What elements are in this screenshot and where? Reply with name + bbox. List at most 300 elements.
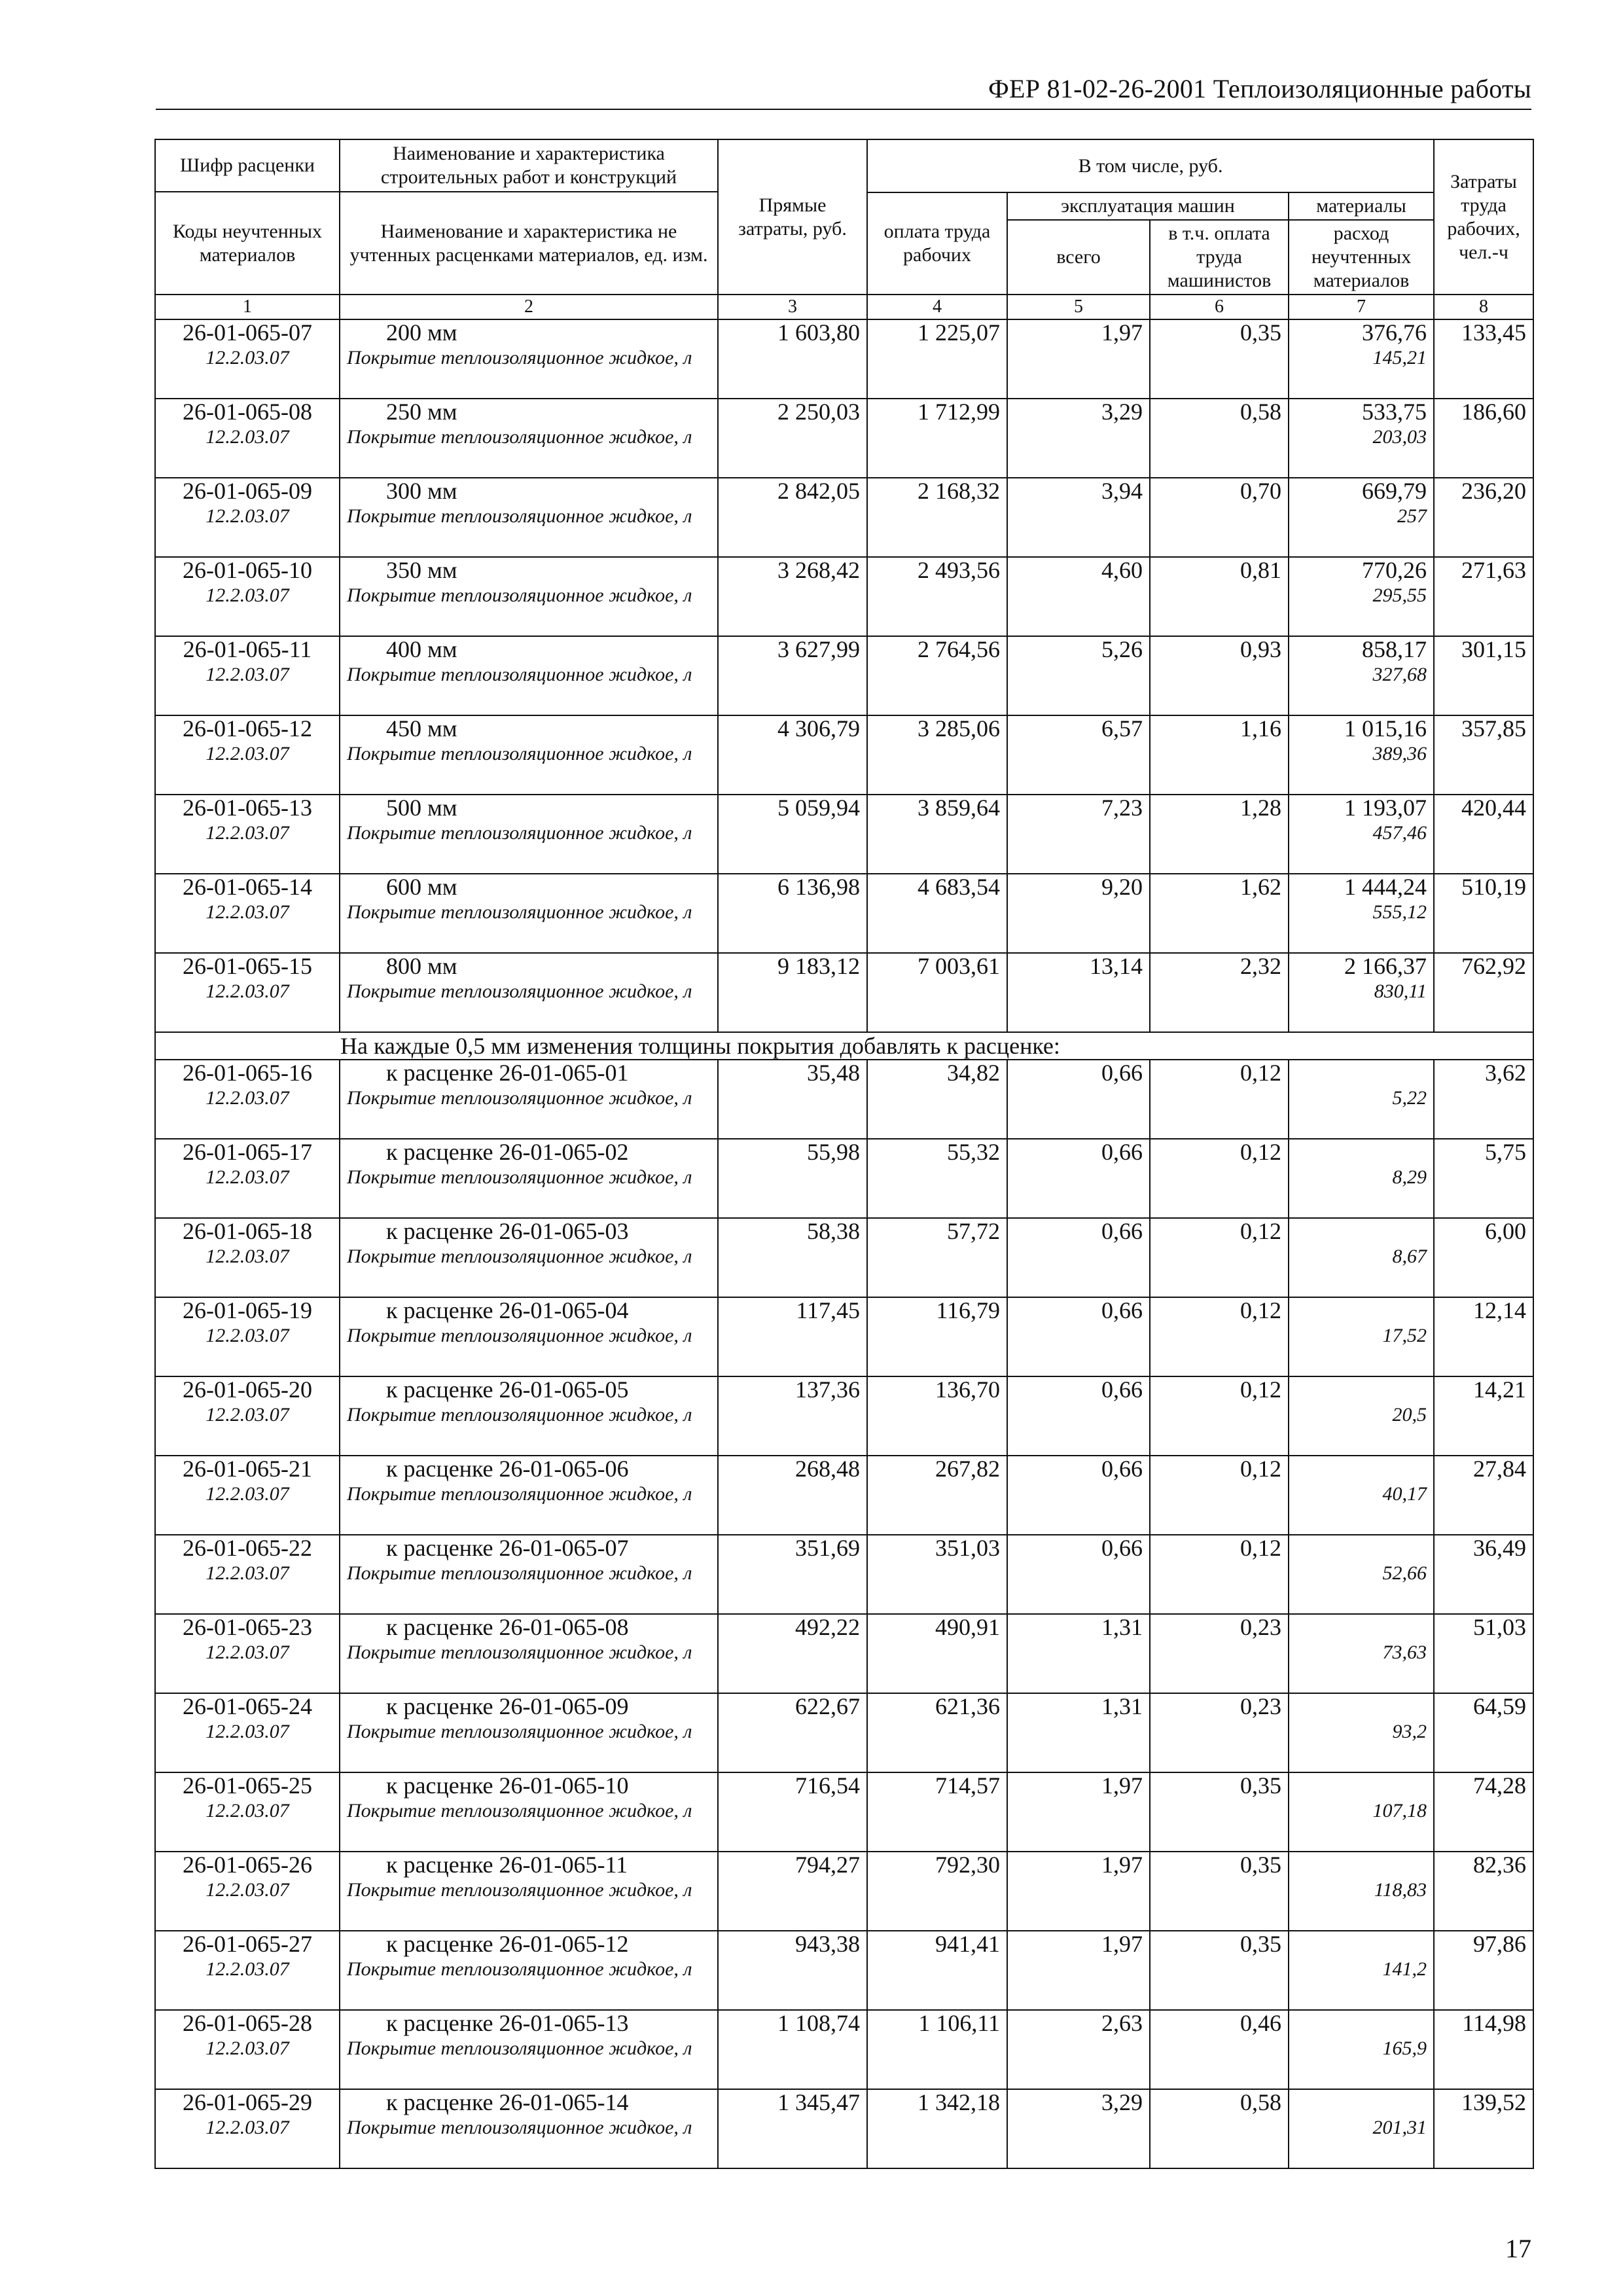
table-row [155,1535,1533,1614]
material-quantity: 52,66 [1382,1562,1427,1584]
material-code: 12.2.03.07 [205,664,289,685]
material-quantity: 555,12 [1372,901,1427,923]
material-name: Покрытие теплоизоляционное жидкое, л [347,505,692,527]
machines-total: 4,60 [1101,557,1143,583]
head-code: Шифр расценки [155,139,340,192]
direct-costs: 268,48 [795,1456,860,1482]
material-quantity: 40,17 [1382,1483,1427,1505]
rates-table [154,139,1534,2169]
material-name: Покрытие теплоизоляционное жидкое, л [347,1246,692,1267]
work-name: к расценке 26-01-065-03 [386,1218,629,1244]
material-code: 12.2.03.07 [205,584,289,606]
machines-total: 13,14 [1090,953,1143,979]
machinists-pay: 0,35 [1240,319,1281,346]
labor-pay: 1 712,99 [918,399,1000,425]
labor-hours: 114,98 [1462,2010,1527,2036]
table-body-increments [155,1060,1533,2168]
rate-code: 26-01-065-28 [183,2010,312,2036]
machines-total: 0,66 [1101,1297,1143,1323]
materials-cost: 2 166,37 [1344,953,1427,979]
work-name: к расценке 26-01-065-04 [386,1297,629,1323]
labor-hours: 12,14 [1473,1297,1527,1323]
work-name: к расценке 26-01-065-11 [386,1852,628,1878]
head-materials: материалы [1289,192,1434,220]
rate-code: 26-01-065-21 [183,1456,312,1482]
direct-costs: 9 183,12 [777,953,860,979]
machines-total: 5,26 [1101,636,1143,662]
direct-costs: 2 842,05 [777,478,860,504]
col-number: 2 [340,295,718,319]
materials-cost: 770,26 [1362,557,1427,583]
material-quantity: 327,68 [1372,664,1427,685]
direct-costs: 2 250,03 [777,399,860,425]
work-name: к расценке 26-01-065-07 [386,1535,629,1561]
materials-cost [1296,1615,1427,1640]
material-code: 12.2.03.07 [205,1404,289,1426]
labor-pay: 621,36 [935,1693,1000,1719]
labor-hours: 271,63 [1461,557,1527,583]
work-name: к расценке 26-01-065-02 [386,1139,629,1165]
materials-cost: 669,79 [1362,478,1427,504]
labor-pay: 267,82 [935,1456,1000,1482]
machinists-pay: 0,12 [1240,1376,1281,1403]
labor-pay: 34,82 [947,1060,1000,1086]
table-row [155,557,1533,636]
machines-total: 0,66 [1101,1456,1143,1482]
table-head [155,139,1533,319]
machines-total: 1,97 [1101,1931,1143,1957]
machines-total: 3,29 [1101,2089,1143,2115]
materials-cost [1296,1377,1427,1402]
machines-total: 0,66 [1101,1535,1143,1561]
labor-hours: 357,85 [1461,715,1527,742]
material-name: Покрытие теплоизоляционное жидкое, л [347,1166,692,1188]
work-name: к расценке 26-01-065-14 [386,2089,629,2115]
table-row [155,953,1533,1032]
labor-pay: 55,32 [947,1139,1000,1165]
materials-cost: 858,17 [1362,636,1427,662]
rate-code: 26-01-065-11 [183,636,312,662]
materials-cost [1296,1852,1427,1877]
material-quantity: 118,83 [1374,1879,1427,1901]
material-quantity: 5,22 [1392,1087,1427,1109]
labor-pay: 57,72 [947,1218,1000,1244]
material-code: 12.2.03.07 [205,1087,289,1109]
material-name: Покрытие теплоизоляционное жидкое, л [347,980,692,1002]
head-material-names: Наименование и характеристика не учтенных расценками материалов, ед. изм. [340,192,718,295]
material-name: Покрытие теплоизоляционное жидкое, л [347,1483,692,1505]
labor-hours: 762,92 [1461,953,1527,979]
materials-cost [1296,1773,1427,1798]
labor-hours: 36,49 [1473,1535,1527,1561]
labor-hours: 27,84 [1473,1456,1527,1482]
material-code: 12.2.03.07 [205,505,289,527]
table-row [155,478,1533,557]
material-name: Покрытие теплоизоляционное жидкое, л [347,743,692,764]
table-row [155,874,1533,953]
machinists-pay: 2,32 [1240,953,1281,979]
labor-hours: 14,21 [1473,1376,1527,1403]
rate-code: 26-01-065-24 [183,1693,312,1719]
direct-costs: 622,67 [795,1693,860,1719]
materials-cost [1296,1694,1427,1719]
labor-pay: 2 764,56 [918,636,1000,662]
material-code: 12.2.03.07 [205,1246,289,1267]
direct-costs: 55,98 [807,1139,860,1165]
col-number: 7 [1289,295,1434,319]
work-name: к расценке 26-01-065-05 [386,1376,629,1403]
head-direct-costs: Прямые затраты, руб. [718,139,867,295]
material-name: Покрытие теплоизоляционное жидкое, л [347,901,692,923]
machinists-pay: 0,35 [1240,1931,1281,1957]
material-code: 12.2.03.07 [205,347,289,368]
material-name: Покрытие теплоизоляционное жидкое, л [347,664,692,685]
table-row [155,1614,1533,1693]
machinists-pay: 0,93 [1240,636,1281,662]
page-header: ФЕР 81-02-26-2001 Теплоизоляционные работы [988,74,1531,103]
labor-pay: 1 106,11 [918,2010,1000,2036]
work-name: к расценке 26-01-065-12 [386,1931,629,1957]
machinists-pay: 0,58 [1240,399,1281,425]
machinists-pay: 1,62 [1240,874,1281,900]
material-name: Покрытие теплоизоляционное жидкое, л [347,347,692,368]
machinists-pay: 0,23 [1240,1693,1281,1719]
col-number: 3 [718,295,867,319]
direct-costs: 35,48 [807,1060,860,1086]
machines-total: 1,31 [1101,1614,1143,1640]
col-number: 8 [1434,295,1533,319]
material-name: Покрытие теплоизоляционное жидкое, л [347,2117,692,2138]
materials-cost: 1 015,16 [1344,715,1427,742]
materials-cost [1296,1139,1427,1164]
direct-costs: 6 136,98 [777,874,860,900]
rate-code: 26-01-065-22 [183,1535,312,1561]
work-name: к расценке 26-01-065-01 [386,1060,629,1086]
table-row [155,1376,1533,1456]
material-quantity: 145,21 [1372,347,1427,368]
material-quantity: 201,31 [1372,2117,1427,2138]
material-name: Покрытие теплоизоляционное жидкое, л [347,1641,692,1663]
work-name: к расценке 26-01-065-06 [386,1456,629,1482]
labor-pay: 116,79 [936,1297,1000,1323]
work-name: 300 мм [386,478,457,504]
material-code: 12.2.03.07 [205,1879,289,1901]
labor-hours: 64,59 [1473,1693,1527,1719]
material-name: Покрытие теплоизоляционное жидкое, л [347,584,692,606]
rate-code: 26-01-065-09 [183,478,312,504]
machinists-pay: 0,12 [1240,1456,1281,1482]
machines-total: 3,29 [1101,399,1143,425]
direct-costs: 1 603,80 [777,319,860,346]
head-work-name: Наименование и характеристика строительных работ и конструкций [340,139,718,192]
labor-pay: 7 003,61 [918,953,1000,979]
section-note: На каждые 0,5 мм изменения толщины покрытия добавлять к расценке: [340,1033,1060,1059]
material-quantity: 389,36 [1372,743,1427,764]
labor-hours: 420,44 [1461,795,1527,821]
table-row [155,1772,1533,1852]
table-row [155,2010,1533,2089]
material-name: Покрытие теплоизоляционное жидкое, л [347,2037,692,2059]
col-number: 4 [867,295,1007,319]
rate-code: 26-01-065-16 [183,1060,312,1086]
materials-cost [1296,1456,1427,1481]
material-code: 12.2.03.07 [205,1483,289,1505]
head-machines: эксплуатация машин [1007,192,1289,220]
direct-costs: 3 268,42 [777,557,860,583]
table-row [155,2089,1533,2168]
rate-code: 26-01-065-12 [183,715,312,742]
direct-costs: 117,45 [796,1297,860,1323]
material-quantity: 107,18 [1372,1800,1427,1821]
machinists-pay: 0,12 [1240,1218,1281,1244]
table-row [155,1693,1533,1772]
direct-costs: 351,69 [795,1535,860,1561]
material-quantity: 93,2 [1392,1721,1427,1742]
materials-cost: 376,76 [1362,319,1427,346]
materials-cost: 1 193,07 [1344,795,1427,821]
materials-cost [1296,1535,1427,1560]
labor-hours: 510,19 [1461,874,1527,900]
table-row [155,1218,1533,1297]
labor-hours: 51,03 [1473,1614,1527,1640]
direct-costs: 4 306,79 [777,715,860,742]
table-row [155,636,1533,715]
material-name: Покрытие теплоизоляционное жидкое, л [347,1404,692,1426]
labor-hours: 97,86 [1473,1931,1527,1957]
machines-total: 7,23 [1101,795,1143,821]
work-name: 600 мм [386,874,457,900]
material-code: 12.2.03.07 [205,901,289,923]
material-quantity: 203,03 [1372,426,1427,448]
rate-code: 26-01-065-23 [183,1614,312,1640]
direct-costs: 3 627,99 [777,636,860,662]
table-row [155,399,1533,478]
work-name: 350 мм [386,557,457,583]
material-name: Покрытие теплоизоляционное жидкое, л [347,1879,692,1901]
material-quantity: 257 [1397,505,1427,527]
labor-hours: 74,28 [1473,1772,1527,1799]
col-number: 1 [155,295,340,319]
machinists-pay: 1,16 [1240,715,1281,742]
work-name: 800 мм [386,953,457,979]
material-name: Покрытие теплоизоляционное жидкое, л [347,1958,692,1980]
materials-cost [1296,1931,1427,1956]
labor-pay: 2 493,56 [918,557,1000,583]
material-code: 12.2.03.07 [205,1325,289,1346]
material-code: 12.2.03.07 [205,980,289,1002]
material-quantity: 8,29 [1392,1166,1427,1188]
direct-costs: 1 108,74 [777,2010,860,2036]
machines-total: 1,97 [1101,1852,1143,1878]
machines-total: 1,97 [1101,1772,1143,1799]
table-row [155,1931,1533,2010]
labor-pay: 4 683,54 [918,874,1000,900]
table-body-thickness [155,319,1533,1032]
head-machinists-pay: в т.ч. оплата труда машинистов [1150,220,1289,295]
labor-hours: 3,62 [1485,1060,1527,1086]
labor-hours: 6,00 [1485,1218,1527,1244]
work-name: 200 мм [386,319,457,346]
machines-total: 2,63 [1101,2010,1143,2036]
material-quantity: 165,9 [1382,2037,1427,2059]
direct-costs: 5 059,94 [777,795,860,821]
material-name: Покрытие теплоизоляционное жидкое, л [347,1800,692,1821]
machinists-pay: 0,12 [1240,1297,1281,1323]
direct-costs: 794,27 [795,1852,860,1878]
material-quantity: 17,52 [1382,1325,1427,1346]
work-name: 400 мм [386,636,457,662]
material-code: 12.2.03.07 [205,426,289,448]
section-note-body [155,1032,1533,1060]
direct-costs: 492,22 [795,1614,860,1640]
work-name: к расценке 26-01-065-08 [386,1614,629,1640]
head-material-codes: Коды неучтенных материалов [155,192,340,295]
labor-pay: 1 225,07 [918,319,1000,346]
section-note-row [155,1032,1533,1060]
material-quantity: 830,11 [1374,980,1427,1002]
material-name: Покрытие теплоизоляционное жидкое, л [347,1325,692,1346]
labor-hours: 139,52 [1461,2089,1527,2115]
material-quantity: 8,67 [1392,1246,1427,1267]
rate-code: 26-01-065-10 [183,557,312,583]
labor-pay: 136,70 [935,1376,1000,1403]
table-row [155,1139,1533,1218]
material-code: 12.2.03.07 [205,1562,289,1584]
direct-costs: 943,38 [795,1931,860,1957]
work-name: 250 мм [386,399,457,425]
direct-costs: 716,54 [795,1772,860,1799]
material-code: 12.2.03.07 [205,1800,289,1821]
labor-pay: 3 285,06 [918,715,1000,742]
material-code: 12.2.03.07 [205,1166,289,1188]
material-name: Покрытие теплоизоляционное жидкое, л [347,1087,692,1109]
head-machines-total: всего [1007,220,1150,295]
rate-code: 26-01-065-07 [183,319,312,346]
materials-cost [1296,1060,1427,1085]
table-row [155,1456,1533,1535]
material-name: Покрытие теплоизоляционное жидкое, л [347,426,692,448]
material-code: 12.2.03.07 [205,2037,289,2059]
labor-pay: 792,30 [935,1852,1000,1878]
head-labor-pay: оплата труда рабочих [867,192,1007,295]
head-including: В том числе, руб. [867,139,1434,192]
table-row [155,795,1533,874]
machines-total: 6,57 [1101,715,1143,742]
machinists-pay: 0,81 [1240,557,1281,583]
direct-costs: 1 345,47 [777,2089,860,2115]
rate-code: 26-01-065-17 [183,1139,312,1165]
materials-cost [1296,2011,1427,2036]
machinists-pay: 0,35 [1240,1772,1281,1799]
col-number: 5 [1007,295,1150,319]
material-quantity: 73,63 [1382,1641,1427,1663]
rate-code: 26-01-065-15 [183,953,312,979]
material-quantity: 457,46 [1372,822,1427,844]
labor-hours: 186,60 [1461,399,1527,425]
direct-costs: 58,38 [807,1218,860,1244]
labor-pay: 941,41 [935,1931,1000,1957]
page-number: 17 [1505,2234,1531,2263]
machinists-pay: 0,58 [1240,2089,1281,2115]
machines-total: 0,66 [1101,1060,1143,1086]
table-row [155,1297,1533,1376]
rate-code: 26-01-065-14 [183,874,312,900]
material-code: 12.2.03.07 [205,1721,289,1742]
labor-hours: 82,36 [1473,1852,1527,1878]
material-code: 12.2.03.07 [205,1958,289,1980]
machinists-pay: 1,28 [1240,795,1281,821]
labor-pay: 714,57 [935,1772,1000,1799]
table-row [155,1060,1533,1139]
machines-total: 1,97 [1101,319,1143,346]
rate-code: 26-01-065-25 [183,1772,312,1799]
labor-pay: 490,91 [935,1614,1000,1640]
rate-code: 26-01-065-20 [183,1376,312,1403]
work-name: к расценке 26-01-065-10 [386,1772,629,1799]
work-name: 450 мм [386,715,457,742]
machinists-pay: 0,46 [1240,2010,1281,2036]
rate-code: 26-01-065-18 [183,1218,312,1244]
material-code: 12.2.03.07 [205,2117,289,2138]
machinists-pay: 0,12 [1240,1060,1281,1086]
table-row [155,1852,1533,1931]
material-code: 12.2.03.07 [205,822,289,844]
head-labor-costs: Затраты труда рабочих, чел.-ч [1434,139,1533,295]
material-code: 12.2.03.07 [205,1641,289,1663]
labor-pay: 2 168,32 [918,478,1000,504]
labor-hours: 5,75 [1485,1139,1527,1165]
work-name: к расценке 26-01-065-09 [386,1693,629,1719]
machinists-pay: 0,70 [1240,478,1281,504]
rate-code: 26-01-065-19 [183,1297,312,1323]
machines-total: 1,31 [1101,1693,1143,1719]
work-name: к расценке 26-01-065-13 [386,2010,629,2036]
materials-cost [1296,1219,1427,1244]
rate-code: 26-01-065-08 [183,399,312,425]
labor-pay: 1 342,18 [918,2089,1000,2115]
machinists-pay: 0,35 [1240,1852,1281,1878]
col-number: 6 [1150,295,1289,319]
work-name: 500 мм [386,795,457,821]
column-numbers-row [155,295,1533,319]
machinists-pay: 0,23 [1240,1614,1281,1640]
material-name: Покрытие теплоизоляционное жидкое, л [347,1562,692,1584]
material-code: 12.2.03.07 [205,743,289,764]
material-quantity: 20,5 [1392,1404,1427,1426]
materials-cost [1296,1298,1427,1323]
material-quantity: 295,55 [1372,584,1427,606]
direct-costs: 137,36 [795,1376,860,1403]
machines-total: 0,66 [1101,1139,1143,1165]
labor-pay: 3 859,64 [918,795,1000,821]
rate-code: 26-01-065-29 [183,2089,312,2115]
machinists-pay: 0,12 [1240,1535,1281,1561]
material-name: Покрытие теплоизоляционное жидкое, л [347,1721,692,1742]
labor-hours: 133,45 [1461,319,1527,346]
labor-hours: 236,20 [1461,478,1527,504]
materials-cost: 533,75 [1362,399,1427,425]
machinists-pay: 0,12 [1240,1139,1281,1165]
machines-total: 9,20 [1101,874,1143,900]
header-rule [156,109,1531,110]
rate-code: 26-01-065-27 [183,1931,312,1957]
machines-total: 0,66 [1101,1376,1143,1403]
labor-hours: 301,15 [1461,636,1527,662]
materials-cost: 1 444,24 [1344,874,1427,900]
machines-total: 0,66 [1101,1218,1143,1244]
material-name: Покрытие теплоизоляционное жидкое, л [347,822,692,844]
rate-code: 26-01-065-13 [183,795,312,821]
